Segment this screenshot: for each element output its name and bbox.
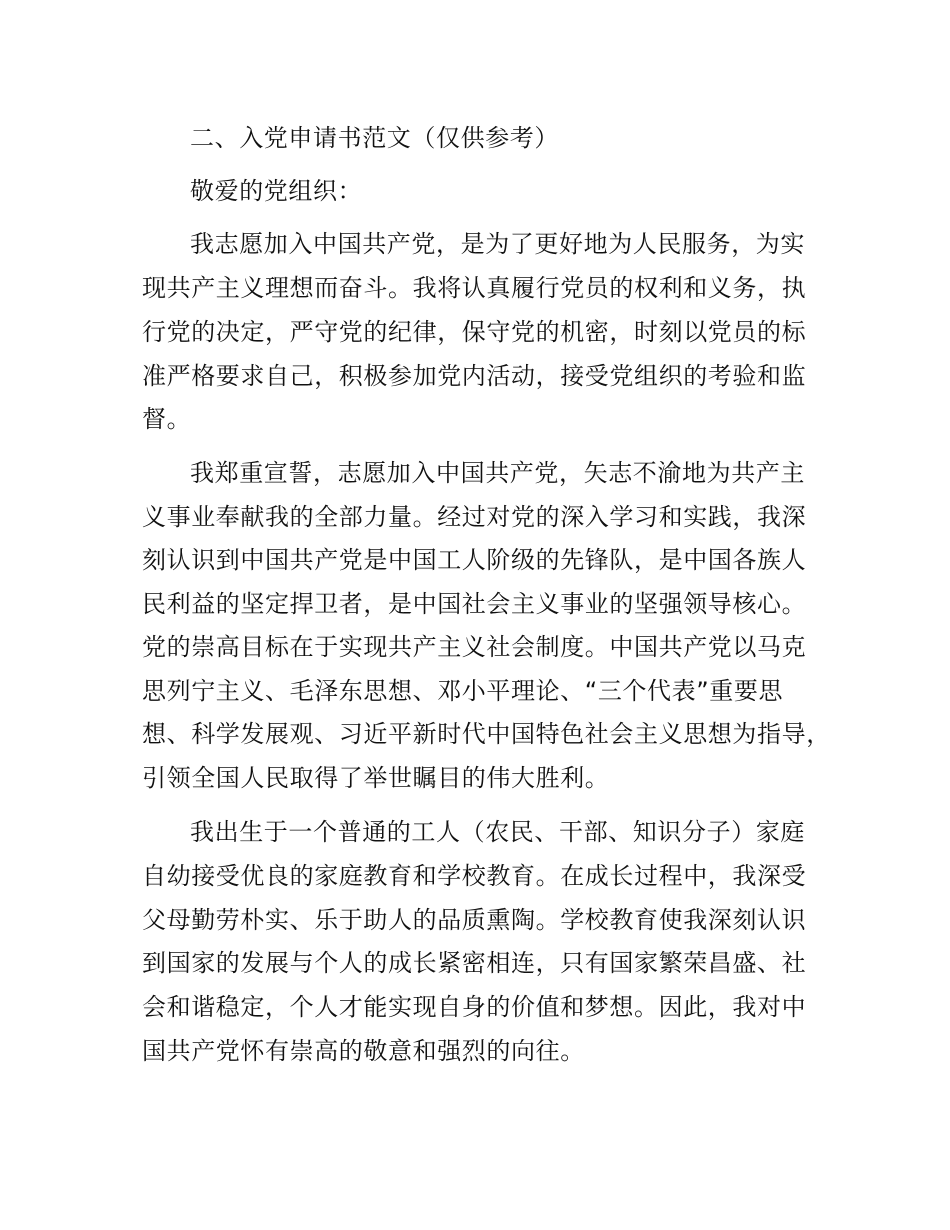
salutation: 敬爱的党组织：	[190, 177, 363, 205]
paragraph-line: 行党的决定，严守党的纪律，保守党的机密，时刻以党员的标	[142, 318, 807, 346]
paragraph-line: 准严格要求自己，积极参加党内活动，接受党组织的考验和监	[142, 362, 807, 390]
paragraph-line: 引领全国人民取得了举世瞩目的伟大胜利。	[142, 764, 610, 792]
paragraph-line: 我出生于一个普通的工人（农民、干部、知识分子）家庭	[190, 818, 805, 846]
paragraph-line: 国共产党怀有崇高的敬意和强烈的向往。	[142, 1037, 585, 1065]
paragraph-line: 党的崇高目标在于实现共产主义社会制度。中国共产党以马克	[142, 633, 807, 661]
paragraph-line: 现共产主义理想而奋斗。我将认真履行党员的权利和义务，执	[142, 274, 807, 302]
paragraph-line: 自幼接受优良的家庭教育和学校教育。在成长过程中，我深受	[142, 862, 807, 890]
paragraph-line: 刻认识到中国共产党是中国工人阶级的先锋队，是中国各族人	[142, 546, 807, 574]
paragraph-line: 民利益的坚定捍卫者，是中国社会主义事业的坚强领导核心。	[142, 590, 807, 618]
paragraph-line: 想、科学发展观、习近平新时代中国特色社会主义思想为指导，	[142, 720, 831, 748]
paragraph-line: 会和谐稳定，个人才能实现自身的价值和梦想。因此，我对中	[142, 993, 807, 1021]
document-heading: 二、入党申请书范文（仅供参考）	[190, 124, 559, 152]
paragraph-line: 思列宁主义、毛泽东思想、邓小平理论、“三个代表”重要思	[142, 677, 784, 705]
paragraph-line: 我郑重宣誓，志愿加入中国共产党，矢志不渝地为共产主	[190, 459, 805, 487]
paragraph-line: 督。	[142, 405, 192, 433]
paragraph-line: 我志愿加入中国共产党，是为了更好地为人民服务，为实	[190, 230, 805, 258]
paragraph-line: 到国家的发展与个人的成长紧密相连，只有国家繁荣昌盛、社	[142, 949, 807, 977]
paragraph-line: 义事业奉献我的全部力量。经过对党的深入学习和实践，我深	[142, 503, 807, 531]
paragraph-line: 父母勤劳朴实、乐于助人的品质熏陶。学校教育使我深刻认识	[142, 906, 807, 934]
